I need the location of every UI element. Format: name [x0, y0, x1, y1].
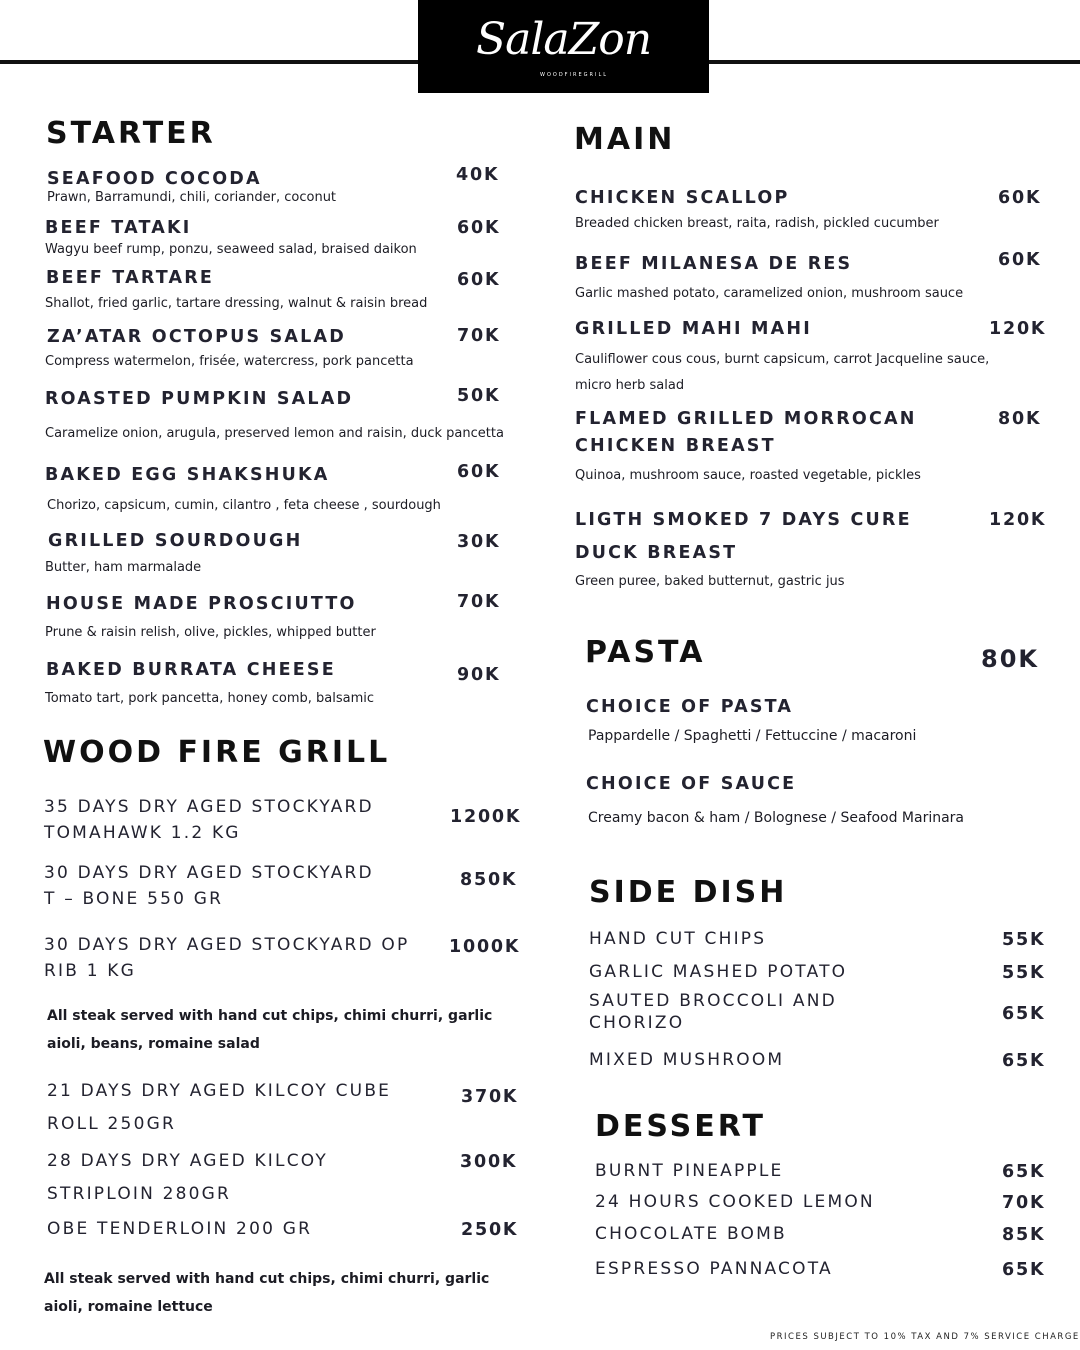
- dessert-item-name: CHOCOLATE BOMB: [595, 1224, 787, 1244]
- grill-item-line1: OBE TENDERLOIN 200 GR: [47, 1219, 313, 1239]
- menu-item-price: 120K: [989, 510, 1047, 530]
- menu-item-price: 40K: [456, 165, 500, 185]
- menu-item-price: 70K: [457, 592, 501, 612]
- grill-item-line2: ROLL 250GR: [47, 1114, 176, 1134]
- side-item-price: 65K: [1002, 1004, 1046, 1024]
- menu-item-desc: Shallot, fried garlic, tartare dressing, walnut & raisin bread: [45, 296, 428, 311]
- grill-item-price: 250K: [461, 1220, 519, 1240]
- grill-item-price: 850K: [460, 870, 518, 890]
- menu-item-price: 80K: [998, 409, 1042, 429]
- grill-item-line1: 21 DAYS DRY AGED KILCOY CUBE: [47, 1081, 392, 1101]
- menu-item-name: BEEF TATAKI: [45, 218, 192, 238]
- menu-item-desc: Garlic mashed potato, caramelized onion, mushroom sauce: [575, 286, 964, 301]
- menu-item-desc: Wagyu beef rump, ponzu, seaweed salad, braised daikon: [45, 242, 417, 257]
- choice-pasta-label: CHOICE OF PASTA: [586, 697, 794, 717]
- choice-sauce-options: Creamy bacon & ham / Bolognese / Seafood Marinara: [588, 810, 965, 826]
- logo-script: SalaZon: [475, 14, 652, 65]
- dessert-item-name: 24 HOURS COOKED LEMON: [595, 1192, 875, 1212]
- menu-item-name: FLAMED GRILLED MORROCAN: [575, 409, 917, 429]
- grill-item-price: 370K: [461, 1087, 519, 1107]
- dessert-item-name: BURNT PINEAPPLE: [595, 1161, 784, 1181]
- logo: [418, 0, 709, 93]
- menu-item-desc: micro herb salad: [575, 378, 685, 393]
- dessert-item-price: 65K: [1002, 1162, 1046, 1182]
- menu-item-name-line2: DUCK BREAST: [575, 543, 738, 563]
- menu-item-name: GRILLED MAHI MAHI: [575, 319, 812, 339]
- menu-item-price: 60K: [998, 250, 1042, 270]
- side-item-name: MIXED MUSHROOM: [589, 1050, 785, 1070]
- menu-item-name: SEAFOOD COCODA: [47, 169, 262, 189]
- choice-pasta-options: Pappardelle / Spaghetti / Fettuccine / macaroni: [588, 728, 917, 744]
- header-rule-right: [709, 60, 1080, 64]
- menu-item-price: 60K: [457, 462, 501, 482]
- pasta-price: 80K: [981, 645, 1039, 673]
- menu-item-desc: Breaded chicken breast, raita, radish, pickled cucumber: [575, 216, 939, 231]
- grill-item-line1: 30 DAYS DRY AGED STOCKYARD: [44, 863, 374, 883]
- grill-item-line2: RIB 1 KG: [44, 961, 137, 981]
- menu-item-desc: Prune & raisin relish, olive, pickles, whipped butter: [45, 625, 376, 640]
- menu-item-name: BEEF TARTARE: [46, 268, 215, 288]
- side-item-name: GARLIC MASHED POTATO: [589, 962, 848, 982]
- dessert-item-price: 65K: [1002, 1260, 1046, 1280]
- grill-item-line2: STRIPLOIN 280GR: [47, 1184, 232, 1204]
- grill-item-line2: T – BONE 550 GR: [44, 889, 224, 909]
- grill-item-line2: TOMAHAWK 1.2 KG: [44, 823, 241, 843]
- menu-item-name: CHICKEN SCALLOP: [575, 188, 790, 208]
- header-rule-left: [0, 60, 418, 64]
- menu-item-name: ROASTED PUMPKIN SALAD: [45, 389, 354, 409]
- menu-item-name: ZA’ATAR OCTOPUS SALAD: [47, 327, 346, 347]
- side-item-name: HAND CUT CHIPS: [589, 929, 767, 949]
- footer-note: PRICES SUBJECT TO 10% TAX AND 7% SERVICE CHARGE: [770, 1332, 1080, 1342]
- starter-title: STARTER: [46, 116, 216, 151]
- side-title: SIDE DISH: [589, 875, 788, 910]
- menu-item-price: 90K: [457, 665, 501, 685]
- side-item-price: 65K: [1002, 1051, 1046, 1071]
- menu-item-price: 60K: [457, 218, 501, 238]
- grill-item-line1: 28 DAYS DRY AGED KILCOY: [47, 1151, 328, 1171]
- dessert-item-price: 70K: [1002, 1193, 1046, 1213]
- menu-item-price: 30K: [457, 532, 501, 552]
- grill-title: WOOD FIRE GRILL: [43, 735, 391, 770]
- menu-item-price: 120K: [989, 319, 1047, 339]
- menu-item-name: LIGTH SMOKED 7 DAYS CURE: [575, 510, 912, 530]
- menu-item-name: BAKED EGG SHAKSHUKA: [45, 465, 330, 485]
- grill-item-price: 1200K: [450, 807, 522, 827]
- menu-item-desc: Prawn, Barramundi, chili, coriander, coconut: [47, 190, 337, 205]
- menu-item-price: 50K: [457, 386, 501, 406]
- grill-note: All steak served with hand cut chips, chimi churri, garlic aioli, romaine lettuce: [44, 1271, 490, 1315]
- menu-item-name: GRILLED SOURDOUGH: [48, 531, 303, 551]
- dessert-title: DESSERT: [595, 1109, 766, 1144]
- menu-item-desc: Compress watermelon, frisée, watercress, pork pancetta: [45, 354, 414, 369]
- grill-item-price: 300K: [460, 1152, 518, 1172]
- grill-item-line1: 35 DAYS DRY AGED STOCKYARD: [44, 797, 374, 817]
- side-item-price: 55K: [1002, 930, 1046, 950]
- dessert-item-name: ESPRESSO PANNACOTA: [595, 1259, 833, 1279]
- menu-item-price: 60K: [457, 270, 501, 290]
- grill-item-line1: 30 DAYS DRY AGED STOCKYARD OP: [44, 935, 410, 955]
- logo-subtext: WOODFIREGRILL: [540, 72, 609, 78]
- side-item-price: 55K: [1002, 963, 1046, 983]
- menu-item-desc: Tomato tart, pork pancetta, honey comb, balsamic: [45, 691, 375, 706]
- menu-item-desc: Cauliflower cous cous, burnt capsicum, carrot Jacqueline sauce,: [575, 352, 990, 367]
- side-item-name-line2: CHORIZO: [589, 1013, 685, 1033]
- menu-item-desc: Chorizo, capsicum, cumin, cilantro , feta cheese , sourdough: [47, 498, 441, 513]
- main-title: MAIN: [574, 122, 676, 157]
- menu-item-name-line2: CHICKEN BREAST: [575, 436, 776, 456]
- menu-item-desc: Caramelize onion, arugula, preserved lemon and raisin, duck pancetta: [45, 426, 504, 441]
- menu-item-name: BAKED BURRATA CHEESE: [46, 660, 336, 680]
- menu-item-price: 70K: [457, 326, 501, 346]
- menu-item-desc: Butter, ham marmalade: [45, 560, 202, 575]
- pasta-title: PASTA: [585, 635, 706, 670]
- side-item-name: SAUTED BROCCOLI AND: [589, 991, 837, 1011]
- dessert-item-price: 85K: [1002, 1225, 1046, 1245]
- menu-item-desc: Green puree, baked butternut, gastric jus: [575, 574, 845, 589]
- menu-item-price: 60K: [998, 188, 1042, 208]
- menu-item-desc: Quinoa, mushroom sauce, roasted vegetable, pickles: [575, 468, 921, 483]
- grill-item-price: 1000K: [449, 937, 521, 957]
- choice-sauce-label: CHOICE OF SAUCE: [586, 774, 797, 794]
- grill-note: All steak served with hand cut chips, chimi churri, garlic aioli, beans, romaine salad: [47, 1008, 493, 1052]
- menu-item-name: BEEF MILANESA DE RES: [575, 254, 853, 274]
- menu-item-name: HOUSE MADE PROSCIUTTO: [46, 594, 357, 614]
